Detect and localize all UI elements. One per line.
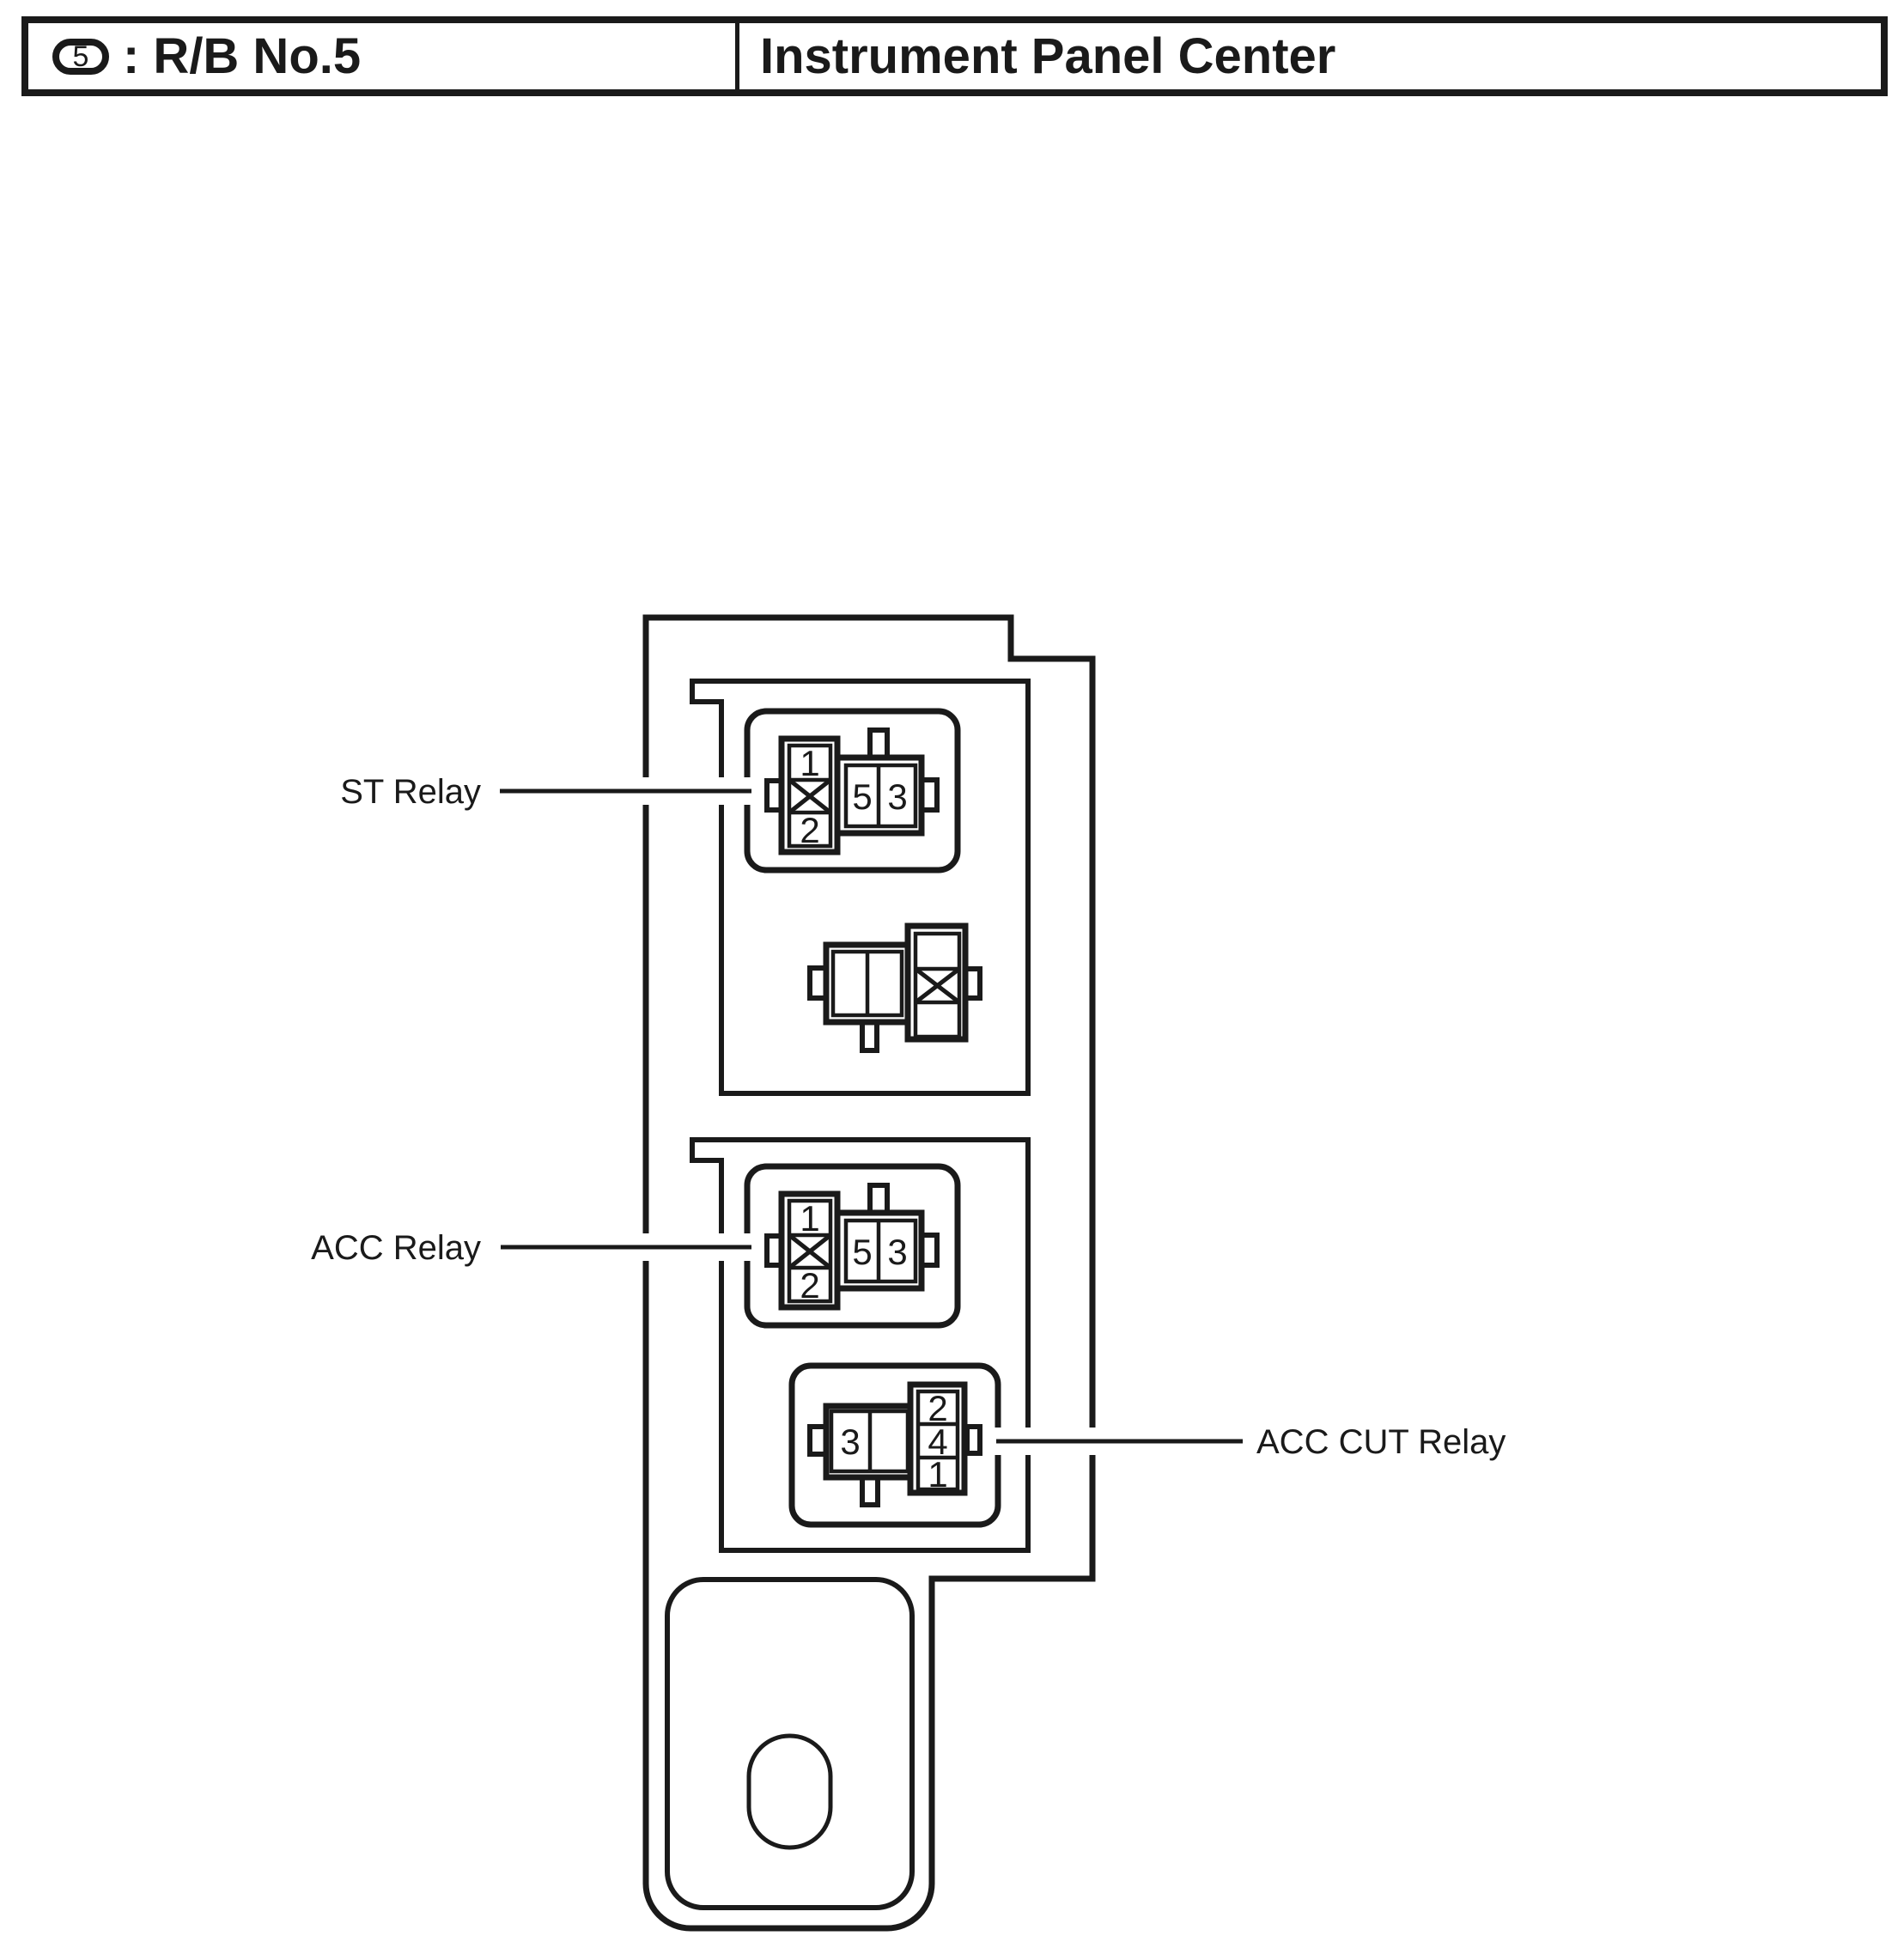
st-relay-label: ST Relay: [340, 773, 481, 811]
acc-pin-1: 1: [800, 1198, 820, 1239]
bottom-connector-slot: [667, 1580, 912, 1908]
acc-pin-5: 5: [852, 1232, 873, 1272]
acc-relay-label: ACC Relay: [311, 1229, 481, 1267]
acc-cut-pin-3: 3: [840, 1421, 861, 1462]
relay-block-location: Instrument Panel Center: [760, 28, 1336, 84]
bottom-connector-group: [667, 1580, 912, 1908]
bottom-connector-oval: [749, 1736, 830, 1848]
st-pin-2: 2: [800, 810, 820, 850]
acc-cut-relay-bottom-pin: [862, 1477, 878, 1505]
acc-cut-pin-2: 2: [928, 1388, 948, 1428]
spare-relay-bottom-pin: [862, 1022, 877, 1050]
acc-relay-top-pin: [870, 1185, 887, 1214]
relay-block-label: : R/B No.5: [123, 28, 362, 84]
acc-cut-pin-4: 4: [928, 1421, 948, 1462]
acc-pin-2: 2: [800, 1265, 820, 1306]
spare-relay-group: [810, 926, 980, 1050]
st-relay-group: [747, 711, 958, 870]
acc-cut-relay-group: [792, 1366, 998, 1525]
acc-relay-group: [747, 1166, 958, 1325]
relay-block-number: 5: [72, 40, 89, 73]
leader-lines: [496, 791, 1246, 1441]
acc-cut-pin-1: 1: [928, 1454, 948, 1495]
st-pin-1: 1: [800, 743, 820, 783]
acc-cut-relay-right-tab: [967, 1427, 980, 1453]
st-pin-5: 5: [852, 776, 873, 817]
st-pin-3: 3: [887, 776, 908, 817]
st-relay-top-pin: [870, 730, 887, 758]
acc-cut-relay-label: ACC CUT Relay: [1256, 1423, 1506, 1461]
acc-pin-3: 3: [887, 1232, 908, 1272]
